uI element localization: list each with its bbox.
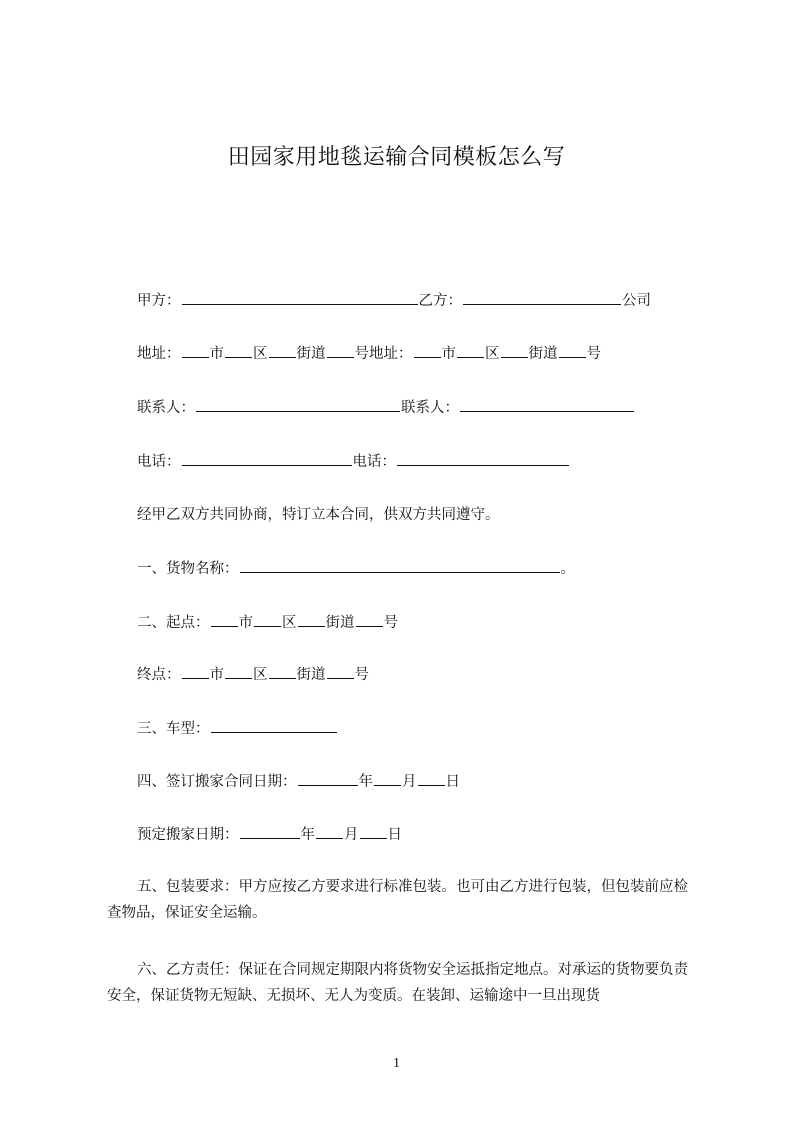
endpoint-label: 终点： — [137, 667, 181, 683]
item5-paragraph — [107, 874, 701, 926]
item3-line — [137, 718, 338, 738]
blank — [240, 824, 300, 839]
blank — [316, 824, 343, 839]
item3-label: 三、车型： — [137, 721, 210, 737]
city-label: 市 — [238, 615, 253, 631]
year-label: 年 — [358, 774, 373, 790]
blank — [418, 771, 445, 786]
blank — [225, 664, 252, 679]
item4-label: 四、签订搬家合同日期： — [137, 774, 297, 790]
month-label: 月 — [402, 774, 417, 790]
page-number: 1 — [393, 1056, 400, 1071]
phone-line — [137, 451, 570, 471]
day-label: 日 — [445, 774, 460, 790]
contact-label-a: 联系人： — [137, 400, 195, 416]
item2-label: 二、起点： — [137, 615, 210, 631]
blank — [298, 771, 358, 786]
blank — [182, 343, 209, 358]
blank — [225, 343, 252, 358]
number-label: 号 — [383, 615, 398, 631]
item1-label: 一、货物名称： — [137, 561, 239, 577]
blank — [457, 343, 484, 358]
contact-label-b: 联系人： — [401, 400, 459, 416]
phone-a-blank — [182, 451, 352, 466]
blank — [254, 612, 281, 627]
blank — [414, 343, 441, 358]
blank — [269, 343, 296, 358]
district-label: 区 — [253, 346, 268, 362]
city-label: 市 — [441, 346, 456, 362]
month-label: 月 — [344, 827, 359, 843]
blank — [559, 343, 586, 358]
scheduled-label: 预定搬家日期： — [137, 827, 239, 843]
item6-paragraph — [107, 957, 701, 1009]
blank — [182, 664, 209, 679]
period: 。 — [560, 561, 575, 577]
city-label: 市 — [209, 346, 224, 362]
preamble: 经甲乙双方共同协商，特订立本合同，供双方共同遵守。 — [137, 507, 500, 523]
item6-text: 六、乙方责任：保证在合同规定期限内将货物安全运抵指定地点。对承运的货物要负责安全，保证货物无短缺、无损坏、无人为变质。在装卸、运输途中一旦出现货 — [107, 962, 688, 1004]
party-b-label: 乙方： — [418, 293, 462, 309]
city-label: 市 — [209, 667, 224, 683]
party-a-label: 甲方： — [137, 293, 181, 309]
street-label: 街道 — [325, 615, 355, 631]
district-label: 区 — [485, 346, 500, 362]
blank — [269, 664, 296, 679]
district-label: 区 — [282, 615, 297, 631]
blank — [327, 343, 354, 358]
document-title: 田园家用地毯运输合同模板怎么写 — [227, 145, 566, 170]
contact-b-blank — [460, 397, 634, 412]
contact-line — [137, 397, 635, 417]
address-line — [137, 343, 601, 363]
contact-a-blank — [196, 397, 400, 412]
district-label: 区 — [253, 667, 268, 683]
number-label: 号 — [586, 346, 601, 362]
street-label: 街道 — [296, 667, 326, 683]
scheduled-line — [137, 824, 402, 844]
phone-b-blank — [397, 451, 569, 466]
blank — [501, 343, 528, 358]
number-label: 号 — [354, 346, 369, 362]
address-label-a: 地址： — [137, 346, 181, 362]
blank — [298, 612, 325, 627]
blank — [356, 612, 383, 627]
party-line — [137, 290, 651, 310]
item2-line — [137, 612, 398, 632]
blank — [211, 612, 238, 627]
blank — [374, 771, 401, 786]
year-label: 年 — [300, 827, 315, 843]
number-label: 号 — [354, 667, 369, 683]
endpoint-line — [137, 664, 369, 684]
party-b-blank — [463, 290, 621, 305]
phone-label-a: 电话： — [137, 454, 181, 470]
item1-line — [137, 558, 575, 578]
street-label: 街道 — [528, 346, 558, 362]
blank — [327, 664, 354, 679]
company-suffix: 公司 — [622, 293, 651, 309]
day-label: 日 — [387, 827, 402, 843]
item5-text: 五、包装要求：甲方应按乙方要求进行标准包装。也可由乙方进行包装，但包装前应检查物品，保证安全运输。 — [107, 879, 688, 921]
blank — [360, 824, 387, 839]
phone-label-b: 电话： — [352, 454, 396, 470]
item4-line — [137, 771, 460, 791]
goods-name-blank — [240, 558, 560, 573]
party-a-blank — [182, 290, 418, 305]
vehicle-type-blank — [211, 718, 337, 733]
street-label: 街道 — [296, 346, 326, 362]
address-label-b: 地址： — [369, 346, 413, 362]
